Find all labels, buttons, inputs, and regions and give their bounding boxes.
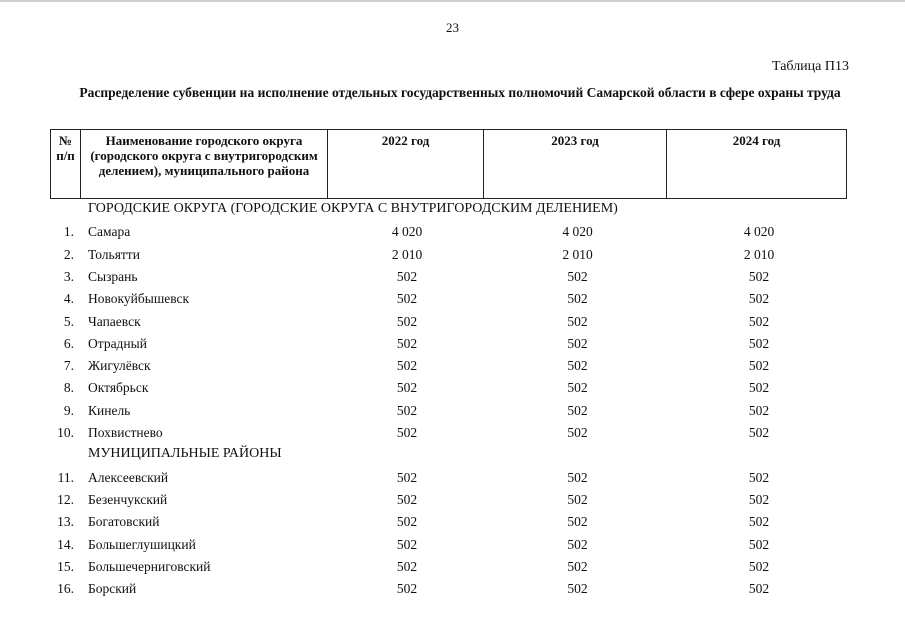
value-2024: 502 (748, 291, 770, 307)
value-2022: 502 (396, 581, 418, 597)
value-2023: 502 (567, 514, 588, 530)
row-name: Новокуйбышевск (88, 291, 190, 307)
value-2023: 502 (567, 335, 588, 351)
value-2023: 502 (567, 536, 588, 552)
row-number: 10. (57, 425, 74, 440)
table-row (0, 425, 905, 445)
table-row (0, 492, 905, 512)
table-row (0, 269, 905, 289)
table-row (0, 380, 905, 400)
value-2024: 4 020 (743, 224, 775, 240)
row-name: Богатовский (88, 514, 160, 530)
row-number: 7. (63, 358, 74, 374)
row-name: Самара (88, 224, 131, 240)
value-2024: 502 (748, 358, 770, 374)
row-number: 5. (63, 313, 74, 329)
value-2023: 502 (567, 291, 588, 307)
value-2024: 502 (748, 425, 770, 440)
value-2022: 502 (396, 380, 418, 396)
value-2022: 502 (396, 514, 418, 530)
value-2022: 2 010 (391, 246, 423, 262)
value-2023: 502 (567, 558, 588, 574)
header-name: Наименование городского округа (городского округа с внутригородским делением), муниципального района (81, 130, 328, 199)
value-2023: 4 020 (562, 224, 593, 240)
value-2023: 502 (567, 268, 588, 284)
row-name: Большечерниговский (88, 558, 211, 574)
row-number: 15. (57, 558, 74, 574)
value-2023: 502 (567, 581, 588, 597)
header-number: № п/п (51, 130, 81, 199)
row-number: 12. (57, 491, 74, 507)
table-header (50, 129, 847, 199)
row-name: Чапаевск (88, 313, 141, 329)
table-row (0, 559, 905, 579)
table-label: Таблица П13 (772, 59, 849, 74)
value-2022: 502 (396, 358, 418, 374)
row-name: Большеглушицкий (88, 536, 196, 552)
value-2023: 502 (567, 402, 588, 418)
value-2024: 502 (748, 469, 770, 485)
value-2024: 502 (748, 335, 770, 351)
value-2023: 2 010 (562, 246, 593, 262)
row-name: Безенчукский (88, 491, 168, 507)
row-name: Отрадный (88, 335, 147, 351)
row-name: Сызрань (88, 268, 138, 284)
value-2024: 502 (748, 402, 770, 418)
row-number: 1. (63, 224, 74, 240)
row-number: 2. (63, 246, 74, 262)
value-2022: 502 (396, 558, 418, 574)
row-name: Алексеевский (88, 469, 169, 485)
value-2024: 502 (748, 380, 770, 396)
table-row (0, 403, 905, 423)
value-2024: 502 (748, 558, 770, 574)
row-name: Борский (88, 581, 137, 597)
value-2022: 502 (396, 335, 418, 351)
row-number: 14. (57, 536, 74, 552)
table-row (0, 336, 905, 356)
value-2024: 502 (748, 313, 770, 329)
value-2022: 502 (396, 536, 418, 552)
value-2024: 502 (748, 514, 770, 530)
value-2024: 502 (748, 536, 770, 552)
document-title: Распределение субвенции на исполнение отдельных государственных полномочий Самарской области в сфере охраны труда (79, 85, 841, 100)
value-2022: 502 (396, 469, 418, 485)
row-name: Похвистнево (88, 425, 163, 440)
value-2024: 502 (748, 491, 770, 507)
value-2023: 502 (567, 425, 588, 440)
header-2023: 2023 год (484, 130, 667, 199)
table-row (0, 581, 905, 601)
header-2024: 2024 год (667, 130, 847, 199)
row-number: 3. (63, 268, 74, 284)
value-2023: 502 (567, 469, 588, 485)
row-name: Жигулёвск (88, 358, 151, 374)
value-2022: 502 (396, 491, 418, 507)
row-number: 4. (63, 291, 74, 307)
row-number: 8. (63, 380, 74, 396)
table-row (0, 470, 905, 490)
value-2023: 502 (567, 491, 588, 507)
row-name: Тольятти (88, 246, 140, 262)
value-2022: 502 (396, 291, 418, 307)
value-2023: 502 (567, 358, 588, 374)
value-2023: 502 (567, 380, 588, 396)
row-number: 13. (57, 514, 74, 530)
value-2024: 502 (748, 581, 770, 597)
row-number: 11. (57, 469, 74, 485)
value-2024: 2 010 (743, 246, 775, 262)
section-title: МУНИЦИПАЛЬНЫЕ РАЙОНЫ (88, 446, 282, 462)
table-row (0, 537, 905, 557)
page-number: 23 (446, 20, 459, 35)
table-row (0, 247, 905, 267)
page-top-edge (0, 0, 905, 2)
row-name: Кинель (88, 402, 131, 418)
value-2023: 502 (567, 313, 588, 329)
value-2022: 502 (396, 268, 418, 284)
row-number: 9. (63, 402, 74, 418)
row-name: Октябрьск (88, 380, 149, 396)
row-number: 6. (63, 335, 74, 351)
value-2022: 502 (396, 402, 418, 418)
value-2024: 502 (748, 268, 770, 284)
value-2022: 502 (396, 425, 418, 440)
table-row (0, 514, 905, 534)
value-2022: 502 (396, 313, 418, 329)
table-row (0, 291, 905, 311)
table-row (0, 314, 905, 334)
table-row (0, 224, 905, 244)
row-number: 16. (57, 581, 74, 597)
table-row (0, 358, 905, 378)
value-2022: 4 020 (391, 224, 423, 240)
section-title: ГОРОДСКИЕ ОКРУГА (ГОРОДСКИЕ ОКРУГА С ВНУТРИГОРОДСКИМ ДЕЛЕНИЕМ) (88, 201, 618, 216)
header-2022: 2022 год (328, 130, 484, 199)
